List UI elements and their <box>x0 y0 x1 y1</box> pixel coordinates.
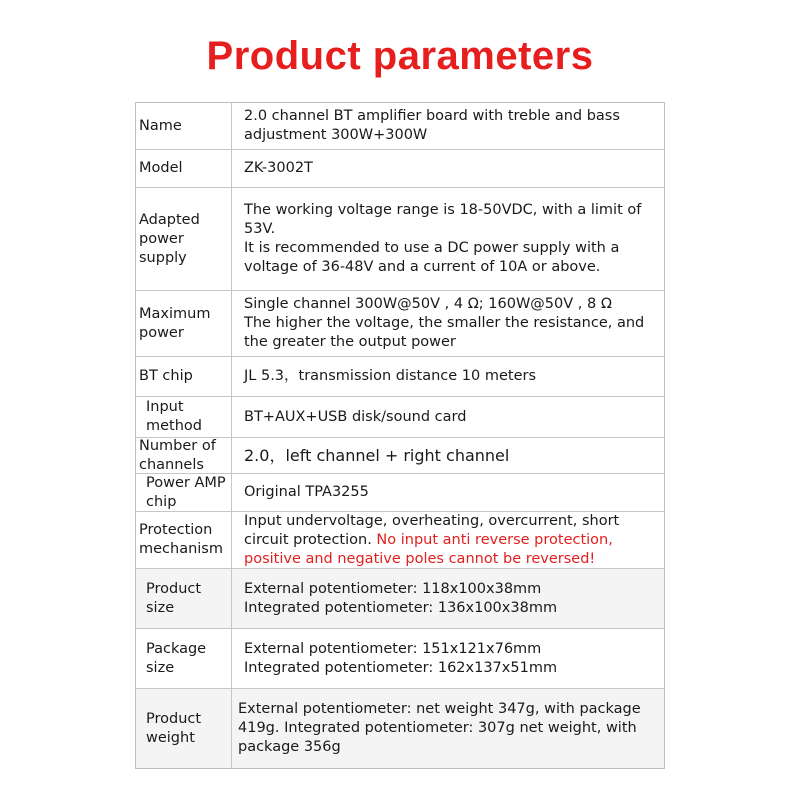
table-row-name <box>136 103 664 149</box>
row-label: Input method <box>136 397 232 437</box>
row-label: Product weight <box>136 689 232 768</box>
row-label: Number of channels <box>136 438 232 473</box>
row-label: BT chip <box>136 357 232 396</box>
row-value: Single channel 300W@50V , 4 Ω; 160W@50V , 8 Ω The higher the voltage, the smaller the resistance, and the greater the output power <box>244 296 645 350</box>
row-value: BT+AUX+USB disk/sound card <box>244 408 467 425</box>
table-row-channels <box>136 437 664 473</box>
row-value: 2.0 channel BT amplifier board with treble and bass adjustment 300W+300W <box>244 108 620 143</box>
row-value: External potentiometer: net weight 347g, with package 419g. Integrated potentiometer: 307g net weight, with package 356g <box>238 701 641 755</box>
table-row-maximum-power <box>136 290 664 356</box>
table-row-protection <box>136 511 664 568</box>
row-value: JL 5.3，transmission distance 10 meters <box>244 368 537 384</box>
row-label: Adapted power supply <box>136 188 232 290</box>
table-row-product-weight <box>136 688 664 768</box>
row-value: ZK-3002T <box>244 160 313 176</box>
row-value: Original TPA3255 <box>244 484 369 500</box>
page-title: Product parameters <box>206 34 594 78</box>
table-row-amp-chip <box>136 473 664 511</box>
row-value: Input undervoltage, overheating, overcurrent, short circuit protection. No input anti reverse protection, positive and negative poles cannot be reversed! <box>244 512 620 567</box>
table-row-package-size <box>136 628 664 688</box>
table-row-model <box>136 149 664 187</box>
row-value: 2.0，left channel + right channel <box>244 446 510 465</box>
row-value: External potentiometer: 118x100x38mm Integrated potentiometer: 136x100x38mm <box>244 580 558 616</box>
row-label: Protection mechanism <box>136 512 232 568</box>
row-label: Package size <box>136 629 232 688</box>
warning-text: No input anti reverse protection, positive and negative poles cannot be reversed! <box>244 531 613 567</box>
row-label: Name <box>136 103 232 149</box>
table-row-power-supply <box>136 187 664 290</box>
parameters-table <box>135 102 665 769</box>
row-label: Maximum power <box>136 291 232 356</box>
row-value: The working voltage range is 18-50VDC, with a limit of 53V. It is recommended to use a DC power supply with a voltage of 36-48V and a current of 10A or above. <box>244 202 642 275</box>
table-row-product-size <box>136 568 664 628</box>
table-row-bt-chip <box>136 356 664 396</box>
row-label: Product size <box>136 569 232 628</box>
row-value: External potentiometer: 151x121x76mm Integrated potentiometer: 162x137x51mm <box>244 640 558 676</box>
table-row-input-method <box>136 396 664 437</box>
row-label: Power AMP chip <box>136 474 232 511</box>
row-label: Model <box>136 150 232 187</box>
